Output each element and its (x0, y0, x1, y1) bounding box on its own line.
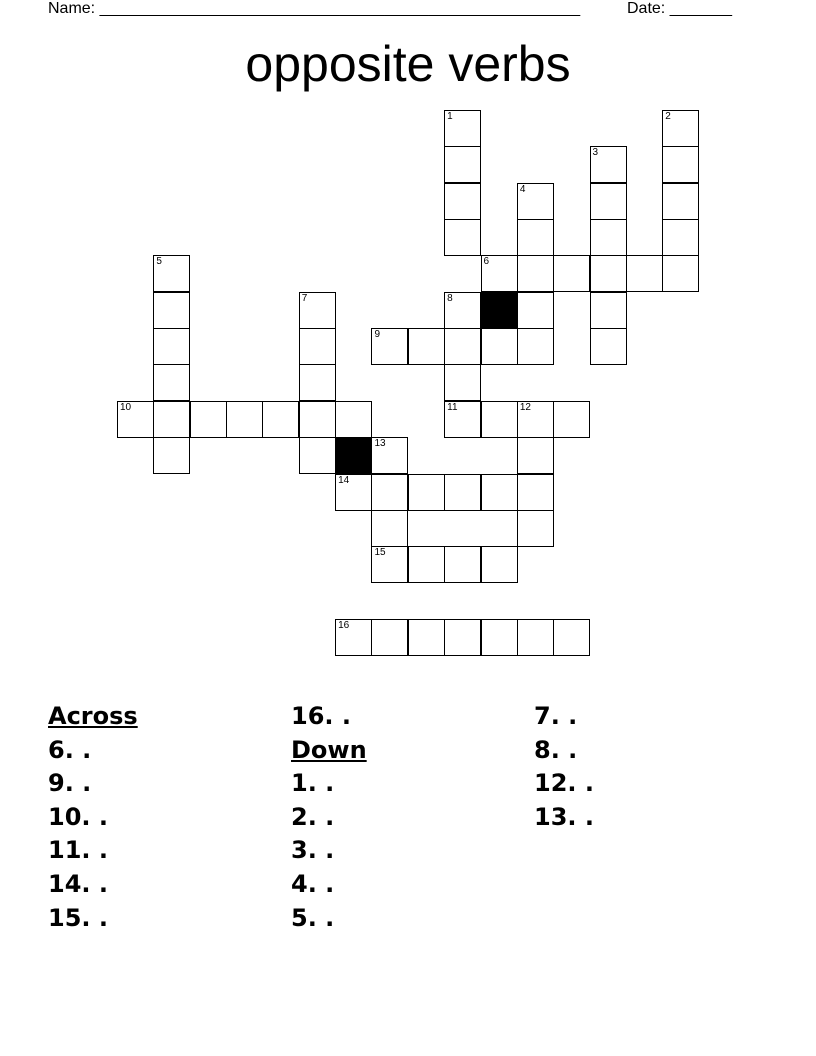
crossword-cell[interactable] (553, 619, 590, 656)
crossword-cell[interactable] (517, 183, 554, 220)
crossword-cell[interactable] (153, 364, 190, 401)
crossword-cell[interactable] (190, 401, 227, 438)
clue-number: 12 (519, 401, 531, 413)
crossword-block (335, 437, 372, 474)
crossword-cell[interactable] (481, 474, 518, 511)
clue-column-1 (48, 700, 138, 935)
crossword-cell[interactable] (590, 328, 627, 365)
crossword-cell[interactable] (662, 219, 699, 256)
crossword-cell[interactable] (517, 255, 554, 292)
crossword-cell[interactable] (153, 328, 190, 365)
crossword-cell[interactable] (153, 437, 190, 474)
crossword-cell[interactable] (408, 619, 445, 656)
crossword-cell[interactable] (335, 401, 372, 438)
crossword-cell[interactable] (408, 474, 445, 511)
clue-column-3 (534, 700, 594, 834)
crossword-cell[interactable] (444, 619, 481, 656)
crossword-cell[interactable] (481, 546, 518, 583)
crossword-cell[interactable] (481, 328, 518, 365)
clue-number: 8 (447, 292, 453, 304)
crossword-cell[interactable] (590, 219, 627, 256)
crossword-cell[interactable] (153, 292, 190, 329)
clue-item: 7. . (534, 702, 578, 730)
crossword-cell[interactable] (662, 146, 699, 183)
clue-item: 8. . (534, 735, 578, 764)
crossword-cell[interactable] (517, 474, 554, 511)
crossword-cell[interactable] (408, 328, 445, 365)
crossword-cell[interactable] (590, 292, 627, 329)
crossword-cell[interactable] (481, 255, 518, 292)
crossword-cell[interactable] (371, 328, 408, 365)
crossword-cell[interactable] (444, 292, 481, 329)
crossword-cell[interactable] (517, 292, 554, 329)
clue-item: 10. . (48, 802, 108, 831)
crossword-cell[interactable] (226, 401, 263, 438)
crossword-cell[interactable] (553, 401, 590, 438)
clue-column-2 (291, 700, 367, 935)
crossword-cell[interactable] (626, 255, 663, 292)
clue-item: 14. . (48, 869, 108, 898)
clue-item: 4. . (291, 869, 335, 898)
crossword-cell[interactable] (481, 619, 518, 656)
crossword-cell[interactable] (371, 546, 408, 583)
crossword-cell[interactable] (590, 255, 627, 292)
clue-number: 11 (447, 401, 458, 413)
name-field-label: Name: ______________________________________________________ (48, 0, 581, 17)
clue-item: 3. . (291, 836, 335, 865)
clue-item: 9. . (48, 769, 92, 798)
down-heading: Down (291, 735, 367, 764)
crossword-cell[interactable] (481, 401, 518, 438)
crossword-cell[interactable] (408, 546, 445, 583)
clue-number: 9 (374, 329, 380, 341)
crossword-cell[interactable] (371, 510, 408, 547)
crossword-cell[interactable] (335, 619, 372, 656)
clue-number: 14 (338, 474, 350, 486)
page-title: opposite verbs (245, 36, 571, 92)
across-heading: Across (48, 702, 138, 730)
clue-number: 15 (374, 547, 386, 559)
crossword-cell[interactable] (517, 510, 554, 547)
crossword-cell[interactable] (299, 292, 336, 329)
crossword-cell[interactable] (371, 437, 408, 474)
clue-item: 15. . (48, 903, 108, 932)
crossword-cell[interactable] (444, 146, 481, 183)
crossword-cell[interactable] (590, 146, 627, 183)
crossword-cell[interactable] (117, 401, 154, 438)
clue-number: 1 (447, 111, 453, 122)
crossword-cell[interactable] (444, 474, 481, 511)
crossword-cell[interactable] (299, 401, 336, 438)
clue-number: 3 (592, 147, 599, 159)
clue-number: 13 (374, 438, 386, 450)
crossword-cell[interactable] (517, 219, 554, 256)
clue-item: 12. . (534, 769, 594, 798)
crossword-cell[interactable] (444, 110, 481, 147)
crossword-cell[interactable] (335, 474, 372, 511)
clue-item: 13. . (534, 802, 594, 831)
crossword-cell[interactable] (590, 183, 627, 220)
crossword-cell[interactable] (662, 255, 699, 292)
clue-number: 5 (156, 256, 162, 268)
crossword-cell[interactable] (444, 546, 481, 583)
crossword-cell[interactable] (444, 364, 481, 401)
crossword-cell[interactable] (662, 183, 699, 220)
crossword-cell[interactable] (517, 401, 554, 438)
crossword-cell[interactable] (153, 401, 190, 438)
crossword-cell[interactable] (371, 474, 408, 511)
clue-number: 2 (665, 111, 671, 122)
crossword-cell[interactable] (444, 401, 481, 438)
crossword-block (481, 292, 518, 329)
crossword-cell[interactable] (662, 110, 699, 147)
clue-item: 11. . (48, 836, 108, 865)
crossword-cell[interactable] (553, 255, 590, 292)
crossword-cell[interactable] (517, 619, 554, 656)
date-field-label: Date: _______ (627, 0, 732, 17)
crossword-cell[interactable] (371, 619, 408, 656)
clue-item: 1. . (291, 769, 335, 798)
crossword-cell[interactable] (299, 437, 336, 474)
clue-item: 2. . (291, 802, 335, 831)
crossword-cell[interactable] (517, 328, 554, 365)
clue-number: 16 (338, 619, 350, 631)
crossword-cell[interactable] (517, 437, 554, 474)
crossword-cell[interactable] (299, 364, 336, 401)
clue-number: 10 (120, 401, 132, 413)
clue-item: 6. . (48, 735, 92, 764)
clue-item: 5. . (291, 903, 335, 932)
crossword-cell[interactable] (444, 328, 481, 365)
crossword-cell[interactable] (153, 255, 190, 292)
clue-number: 7 (301, 292, 308, 304)
clue-number: 6 (483, 256, 490, 268)
crossword-cell[interactable] (262, 401, 299, 438)
clue-number: 4 (519, 183, 526, 195)
clue-item: 16. . (291, 702, 351, 730)
crossword-cell[interactable] (444, 183, 481, 220)
crossword-cell[interactable] (299, 328, 336, 365)
crossword-cell[interactable] (444, 219, 481, 256)
